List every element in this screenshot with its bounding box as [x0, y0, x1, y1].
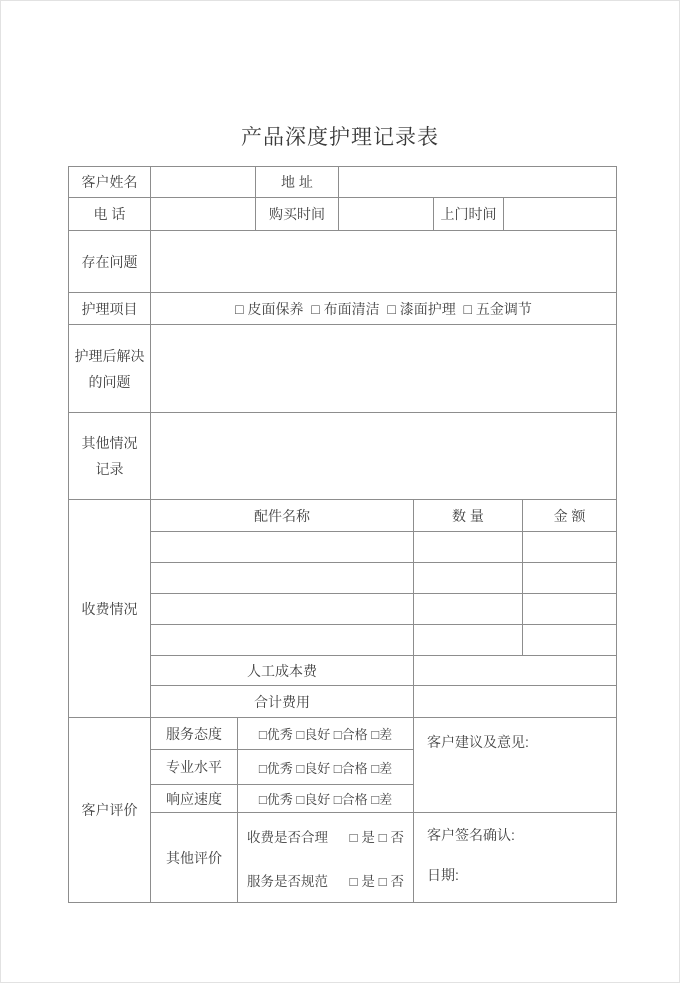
other-records-label-line1: 其他情况 — [81, 435, 138, 452]
signature-label: 客户签名确认: — [427, 827, 515, 844]
part-name-input[interactable] — [151, 594, 414, 625]
care-items-label: 护理项目 — [69, 293, 151, 325]
resolved-problems-label — [69, 325, 151, 413]
quantity-input[interactable] — [414, 625, 523, 656]
phone-input[interactable] — [151, 198, 256, 231]
phone-label: 电 话 — [69, 198, 151, 231]
address-input[interactable] — [339, 167, 617, 198]
existing-problems-input[interactable] — [151, 231, 617, 293]
total-cost-label: 合计费用 — [151, 686, 414, 718]
evaluation-label: 客户评价 — [69, 718, 151, 903]
fee-reasonable-checkboxes[interactable]: □ 是 □ 否 — [349, 829, 404, 845]
amount-input[interactable] — [523, 532, 617, 563]
purchase-time-label: 购买时间 — [256, 198, 339, 231]
response-speed-rating-checkboxes[interactable]: □优秀 □良好 □合格 □差 — [238, 785, 414, 813]
professional-level-rating-checkboxes[interactable]: □优秀 □良好 □合格 □差 — [238, 750, 414, 785]
date-label: 日期: — [427, 867, 459, 884]
total-cost-input[interactable] — [414, 686, 617, 718]
criterion-professional-level-label: 专业水平 — [151, 750, 238, 785]
amount-input[interactable] — [523, 625, 617, 656]
customer-name-label: 客户姓名 — [69, 167, 151, 198]
service-standard-question[interactable] — [247, 870, 404, 890]
amount-input[interactable] — [523, 594, 617, 625]
other-records-label-line2: 记录 — [95, 461, 124, 478]
part-name-input[interactable] — [151, 532, 414, 563]
labor-cost-input[interactable] — [414, 656, 617, 686]
fee-reasonable-question[interactable] — [247, 826, 404, 846]
existing-problems-label: 存在问题 — [69, 231, 151, 293]
service-attitude-rating-checkboxes[interactable]: □优秀 □良好 □合格 □差 — [238, 718, 414, 750]
resolved-problems-label-line1: 护理后解决 — [74, 347, 145, 364]
quantity-header: 数 量 — [414, 500, 523, 532]
customer-suggestion-label: 客户建议及意见: — [427, 734, 529, 751]
labor-cost-label: 人工成本费 — [151, 656, 414, 686]
other-evaluation-label: 其他评价 — [151, 813, 238, 903]
purchase-time-input[interactable] — [339, 198, 434, 231]
part-name-input[interactable] — [151, 563, 414, 594]
care-items-checkboxes[interactable]: □ 皮面保养 □ 布面清洁 □ 漆面护理 □ 五金调节 — [151, 293, 617, 325]
resolved-problems-input[interactable] — [151, 325, 617, 413]
part-name-input[interactable] — [151, 625, 414, 656]
criterion-service-attitude-label: 服务态度 — [151, 718, 238, 750]
signature-area[interactable] — [414, 813, 617, 903]
care-record-table — [68, 166, 617, 903]
quantity-input[interactable] — [414, 532, 523, 563]
other-records-input[interactable] — [151, 413, 617, 500]
fee-reasonable-label: 收费是否合理 — [247, 829, 328, 845]
other-records-label — [69, 413, 151, 500]
form-title: 产品深度护理记录表 — [241, 126, 439, 149]
customer-suggestion-area[interactable] — [414, 718, 617, 813]
other-evaluation-questions[interactable] — [238, 813, 414, 903]
resolved-problems-label-line2: 的问题 — [88, 373, 131, 390]
customer-name-input[interactable] — [151, 167, 256, 198]
charges-label: 收费情况 — [69, 500, 151, 718]
quantity-input[interactable] — [414, 563, 523, 594]
service-standard-checkboxes[interactable]: □ 是 □ 否 — [349, 873, 404, 889]
visit-time-label: 上门时间 — [434, 198, 504, 231]
amount-header: 金 额 — [523, 500, 617, 532]
quantity-input[interactable] — [414, 594, 523, 625]
address-label: 地 址 — [256, 167, 339, 198]
other-evaluation-questions-wrap — [238, 814, 413, 902]
criterion-response-speed-label: 响应速度 — [151, 785, 238, 813]
amount-input[interactable] — [523, 563, 617, 594]
part-name-header: 配件名称 — [151, 500, 414, 532]
visit-time-input[interactable] — [504, 198, 617, 231]
service-standard-label: 服务是否规范 — [247, 873, 328, 889]
